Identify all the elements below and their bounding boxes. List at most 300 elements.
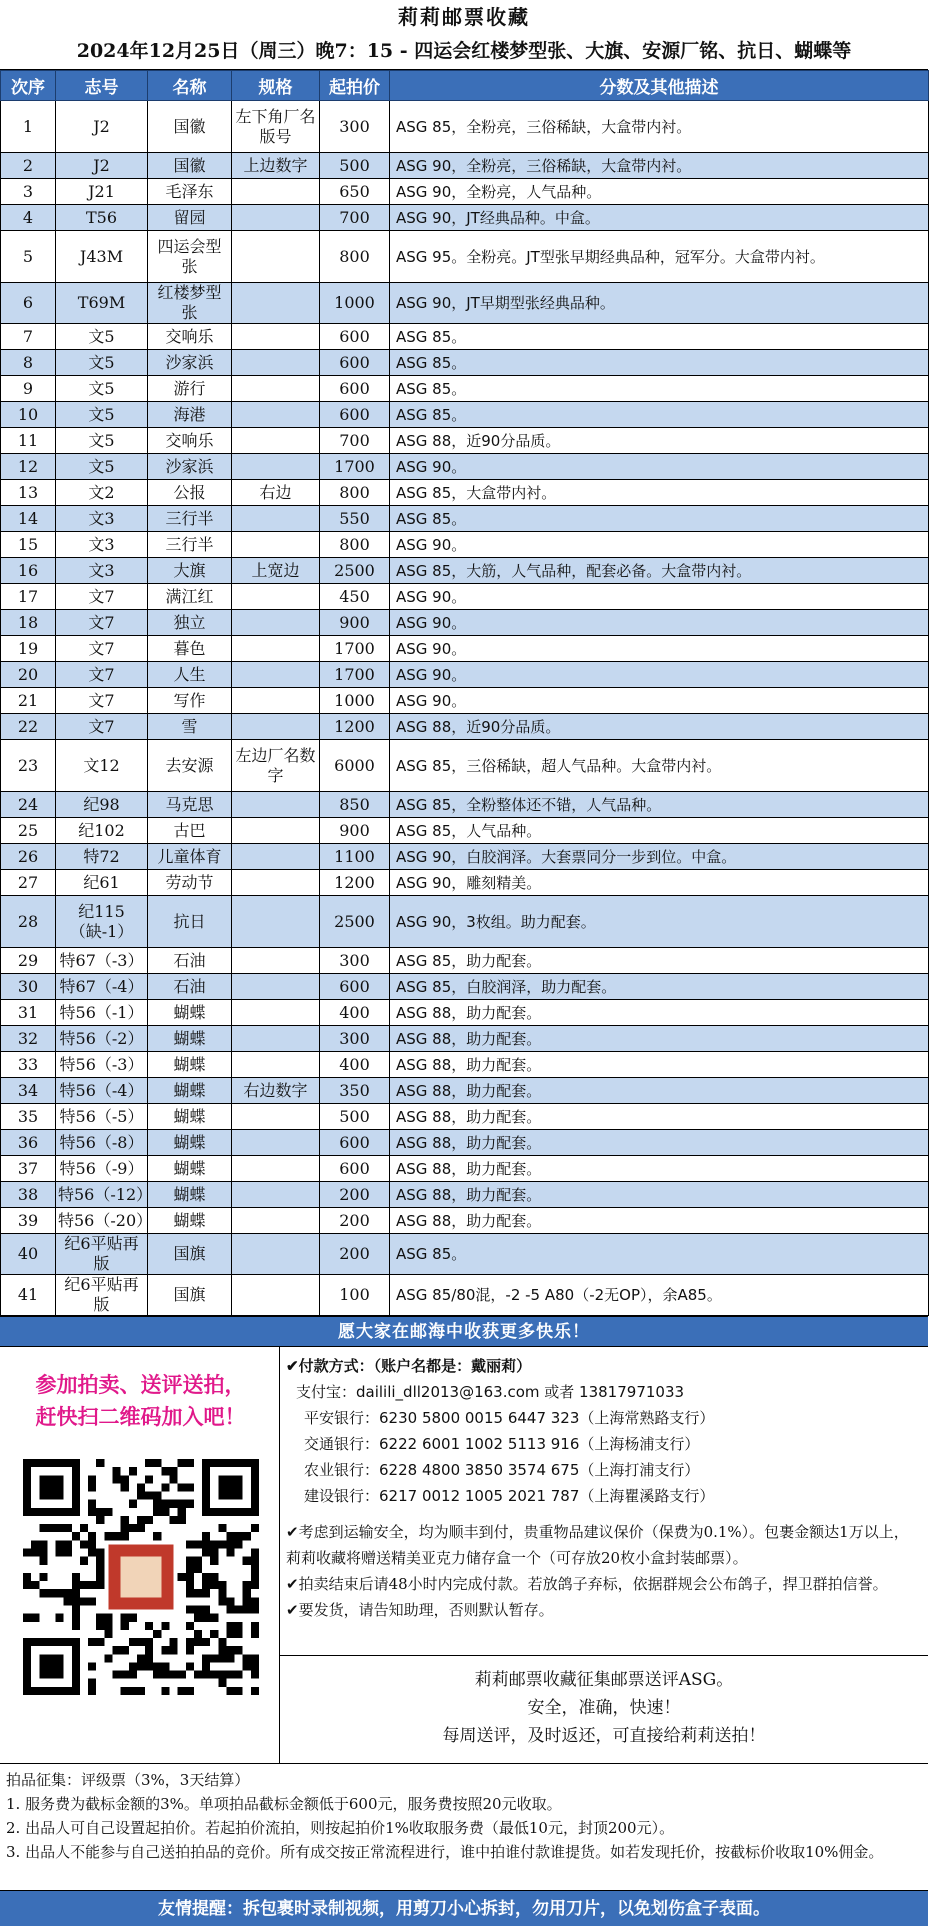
- stamp-code: 文3: [56, 506, 148, 532]
- start-price: 600: [320, 974, 390, 1000]
- stamp-name: 蝴蝶: [148, 1000, 232, 1026]
- lot-number: 4: [1, 205, 56, 231]
- stamp-spec: [232, 1182, 320, 1208]
- stamp-name: 古巴: [148, 818, 232, 844]
- header: [0, 0, 928, 70]
- stamp-code: 纪61: [56, 870, 148, 896]
- table-row: [1, 740, 929, 792]
- table-row: [1, 948, 929, 974]
- table-row: [1, 205, 929, 231]
- stamp-name: 去安源: [148, 740, 232, 792]
- promo-line-1: 参加拍卖、送评送拍，: [35, 1372, 246, 1397]
- start-price: 600: [320, 402, 390, 428]
- table-row: [1, 610, 929, 636]
- start-price: 300: [320, 101, 390, 153]
- slogan: [280, 1655, 928, 1763]
- col-header-no: 次序: [1, 71, 56, 101]
- lot-number: 12: [1, 454, 56, 480]
- stamp-code: 文7: [56, 714, 148, 740]
- stamp-name: 蝴蝶: [148, 1052, 232, 1078]
- stamp-name: 人生: [148, 662, 232, 688]
- start-price: 700: [320, 428, 390, 454]
- lot-number: 1: [1, 101, 56, 153]
- stamp-name: 国旗: [148, 1234, 232, 1275]
- stamp-name: 蝴蝶: [148, 1182, 232, 1208]
- grade-description: ASG 90。: [390, 688, 929, 714]
- stamp-code: J2: [56, 101, 148, 153]
- start-price: 300: [320, 948, 390, 974]
- stamp-code: 特56（-1）: [56, 1000, 148, 1026]
- stamp-spec: [232, 1104, 320, 1130]
- stamp-spec: [232, 376, 320, 402]
- grade-description: ASG 85，人气品种。: [390, 818, 929, 844]
- start-price: 2500: [320, 558, 390, 584]
- col-header-desc: 分数及其他描述: [390, 71, 929, 101]
- stamp-code: 纪6平贴再版: [56, 1234, 148, 1275]
- table-row: [1, 662, 929, 688]
- grade-description: ASG 85，大筋，人气品种，配套必备。大盒带内衬。: [390, 558, 929, 584]
- promo-panel: [0, 1347, 280, 1763]
- lot-number: 19: [1, 636, 56, 662]
- stamp-spec: [232, 610, 320, 636]
- stamp-name: 马克思: [148, 792, 232, 818]
- stamp-code: T56: [56, 205, 148, 231]
- table-row: [1, 1208, 929, 1234]
- lot-number: 30: [1, 974, 56, 1000]
- page-subtitle: 2024年12月25日（周三）晚7：15 - 四运会红楼梦型张、大旗、安源厂铭、抗日、蝴蝶等: [76, 40, 852, 62]
- stamp-name: 游行: [148, 376, 232, 402]
- lot-number: 22: [1, 714, 56, 740]
- stamp-code: J21: [56, 179, 148, 205]
- start-price: 550: [320, 506, 390, 532]
- start-price: 900: [320, 610, 390, 636]
- stamp-spec: [232, 870, 320, 896]
- rule-2: 2. 出品人可自己设置起拍价。若起拍价流拍，则按起拍价1%收取服务费（最低10元，封顶200元）。: [6, 1819, 675, 1837]
- stamp-code: 特56（-9）: [56, 1156, 148, 1182]
- table-row: [1, 480, 929, 506]
- table-row: [1, 844, 929, 870]
- stamp-code: 文5: [56, 454, 148, 480]
- grade-description: ASG 90，JT早期型张经典品种。: [390, 283, 929, 324]
- payment-title: ✔付款方式：（账户名都是：戴丽莉）: [286, 1357, 532, 1375]
- stamp-spec: [232, 636, 320, 662]
- lot-number: 11: [1, 428, 56, 454]
- table-row: [1, 402, 929, 428]
- grade-description: ASG 88，助力配套。: [390, 1182, 929, 1208]
- table-row: [1, 1234, 929, 1275]
- table-row: [1, 179, 929, 205]
- stamp-name: 公报: [148, 480, 232, 506]
- table-row: [1, 870, 929, 896]
- lot-number: 6: [1, 283, 56, 324]
- stamp-spec: [232, 584, 320, 610]
- stamp-code: T69M: [56, 283, 148, 324]
- stamp-spec: [232, 428, 320, 454]
- grade-description: ASG 90。: [390, 584, 929, 610]
- bank-account-pingan: 平安银行：6230 5800 0015 6447 323（上海常熟路支行）: [304, 1409, 715, 1427]
- start-price: 600: [320, 376, 390, 402]
- grade-description: ASG 90，白胶润泽。大套票同分一步到位。中盒。: [390, 844, 929, 870]
- stamp-spec: 上宽边: [232, 558, 320, 584]
- rule-1: 1. 服务费为截标金额的3%。单项拍品截标金额低于600元，服务费按照20元收取。: [6, 1795, 562, 1813]
- start-price: 300: [320, 1026, 390, 1052]
- grade-description: ASG 88，助力配套。: [390, 1208, 929, 1234]
- table-row: [1, 818, 929, 844]
- stamp-code: J43M: [56, 231, 148, 283]
- stamp-code: 文12: [56, 740, 148, 792]
- grade-description: ASG 85。: [390, 376, 929, 402]
- lot-number: 23: [1, 740, 56, 792]
- stamp-code: 特56（-8）: [56, 1130, 148, 1156]
- bank-account-ccb: 建设银行：6217 0012 1005 2021 787（上海瞿溪路支行）: [304, 1487, 715, 1505]
- table-row: [1, 428, 929, 454]
- grade-description: ASG 88，助力配套。: [390, 1026, 929, 1052]
- stamp-code: 文3: [56, 532, 148, 558]
- stamp-code: 特56（-3）: [56, 1052, 148, 1078]
- lot-number: 33: [1, 1052, 56, 1078]
- payment-info: [280, 1347, 928, 1655]
- stamp-spec: [232, 1052, 320, 1078]
- stamp-spec: [232, 179, 320, 205]
- grade-description: ASG 90，JT经典品种。中盒。: [390, 205, 929, 231]
- stamp-spec: [232, 350, 320, 376]
- stamp-code: 文5: [56, 324, 148, 350]
- table-header-row: [1, 71, 929, 101]
- grade-description: ASG 85，全粉亮，三俗稀缺，大盒带内衬。: [390, 101, 929, 153]
- table-row: [1, 1052, 929, 1078]
- table-row: [1, 584, 929, 610]
- lot-number: 7: [1, 324, 56, 350]
- payment-panel: [280, 1347, 928, 1763]
- start-price: 700: [320, 205, 390, 231]
- stamp-spec: [232, 402, 320, 428]
- stamp-spec: [232, 532, 320, 558]
- stamp-code: 文3: [56, 558, 148, 584]
- stamp-code: 文5: [56, 428, 148, 454]
- start-price: 200: [320, 1234, 390, 1275]
- stamp-code: 文5: [56, 402, 148, 428]
- stamp-name: 蝴蝶: [148, 1156, 232, 1182]
- grade-description: ASG 90。: [390, 610, 929, 636]
- stamp-name: 三行半: [148, 532, 232, 558]
- table-row: [1, 1026, 929, 1052]
- grade-description: ASG 85。: [390, 402, 929, 428]
- stamp-code: 文7: [56, 610, 148, 636]
- stamp-spec: [232, 948, 320, 974]
- stamp-code: 文7: [56, 662, 148, 688]
- start-price: 600: [320, 1130, 390, 1156]
- wish-banner: 愿大家在邮海中收获更多快乐！: [0, 1316, 928, 1346]
- lot-number: 34: [1, 1078, 56, 1104]
- start-price: 600: [320, 324, 390, 350]
- grade-description: ASG 88，助力配套。: [390, 1130, 929, 1156]
- stamp-name: 国徽: [148, 153, 232, 179]
- stamp-name: 石油: [148, 948, 232, 974]
- table-row: [1, 1130, 929, 1156]
- grade-description: ASG 90。: [390, 532, 929, 558]
- stamp-spec: [232, 506, 320, 532]
- table-row: [1, 636, 929, 662]
- grade-description: ASG 88，助力配套。: [390, 1078, 929, 1104]
- start-price: 850: [320, 792, 390, 818]
- start-price: 800: [320, 480, 390, 506]
- grade-description: ASG 85/80混，-2 -5 A80（-2无OP），余A85。: [390, 1275, 929, 1316]
- stamp-name: 四运会型张: [148, 231, 232, 283]
- table-row: [1, 1104, 929, 1130]
- stamp-spec: 左下角厂名版号: [232, 101, 320, 153]
- stamp-code: 纪6平贴再版: [56, 1275, 148, 1316]
- stamp-name: 石油: [148, 974, 232, 1000]
- stamp-spec: [232, 844, 320, 870]
- stamp-code: 文7: [56, 636, 148, 662]
- grade-description: ASG 88，助力配套。: [390, 1156, 929, 1182]
- stamp-name: 沙家浜: [148, 454, 232, 480]
- stamp-name: 写作: [148, 688, 232, 714]
- stamp-name: 蝴蝶: [148, 1104, 232, 1130]
- stamp-name: 蝴蝶: [148, 1130, 232, 1156]
- stamp-spec: [232, 688, 320, 714]
- grade-description: ASG 85，三俗稀缺，超人气品种。大盒带内衬。: [390, 740, 929, 792]
- start-price: 200: [320, 1208, 390, 1234]
- table-row: [1, 324, 929, 350]
- grade-description: ASG 90。: [390, 454, 929, 480]
- grade-description: ASG 85，大盒带内衬。: [390, 480, 929, 506]
- stamp-spec: 右边: [232, 480, 320, 506]
- lot-number: 8: [1, 350, 56, 376]
- stamp-name: 暮色: [148, 636, 232, 662]
- start-price: 2500: [320, 896, 390, 948]
- stamp-spec: [232, 1234, 320, 1275]
- stamp-spec: [232, 1208, 320, 1234]
- start-price: 1200: [320, 714, 390, 740]
- start-price: 100: [320, 1275, 390, 1316]
- page-title: 莉莉邮票收藏: [398, 5, 530, 29]
- stamp-code: J2: [56, 153, 148, 179]
- stamp-spec: [232, 896, 320, 948]
- grade-description: ASG 90，雕刻精美。: [390, 870, 929, 896]
- start-price: 1200: [320, 870, 390, 896]
- stamp-name: 蝴蝶: [148, 1078, 232, 1104]
- table-row: [1, 688, 929, 714]
- stamp-name: 满江红: [148, 584, 232, 610]
- stamp-name: 劳动节: [148, 870, 232, 896]
- lot-number: 13: [1, 480, 56, 506]
- qr-code[interactable]: [23, 1459, 259, 1695]
- stamp-spec: 左边厂名数字: [232, 740, 320, 792]
- lot-table: [0, 70, 929, 1316]
- start-price: 900: [320, 818, 390, 844]
- grade-description: ASG 95。全粉亮。JT型张早期经典品种，冠军分。大盒带内衬。: [390, 231, 929, 283]
- stamp-spec: [232, 454, 320, 480]
- stamp-spec: [232, 792, 320, 818]
- start-price: 1100: [320, 844, 390, 870]
- stamp-name: 独立: [148, 610, 232, 636]
- slogan-line-3: 每周送评，及时返还，可直接给莉莉送拍！: [442, 1726, 766, 1746]
- table-row: [1, 350, 929, 376]
- start-price: 450: [320, 584, 390, 610]
- stamp-code: 文2: [56, 480, 148, 506]
- start-price: 800: [320, 231, 390, 283]
- stamp-code: 纪115（缺-1）: [56, 896, 148, 948]
- bank-account-bocom: 交通银行：6222 6001 1002 5113 916（上海杨浦支行）: [304, 1435, 700, 1453]
- rule-3: 3. 出品人不能参与自己送拍拍品的竞价。所有成交按正常流程进行，谁中拍谁付款谁提货。如若发现托价，按截标价收取10%佣金。: [6, 1843, 884, 1861]
- lot-number: 26: [1, 844, 56, 870]
- grade-description: ASG 90。: [390, 636, 929, 662]
- grade-description: ASG 88，助力配套。: [390, 1104, 929, 1130]
- consignment-rules: [0, 1764, 928, 1890]
- stamp-code: 特56（-2）: [56, 1026, 148, 1052]
- col-header-price: 起拍价: [320, 71, 390, 101]
- note-delivery: ✔要发货，请告知助理，否则默认暂存。: [286, 1601, 554, 1619]
- lot-number: 20: [1, 662, 56, 688]
- stamp-spec: [232, 818, 320, 844]
- alipay-account: 支付宝：dailili_dll2013@163.com 或者 13817971033: [296, 1383, 685, 1401]
- lot-number: 40: [1, 1234, 56, 1275]
- stamp-code: 特56（-20）: [56, 1208, 148, 1234]
- stamp-code: 纪98: [56, 792, 148, 818]
- slogan-line-2: 安全，准确，快速！: [527, 1698, 681, 1718]
- lot-number: 35: [1, 1104, 56, 1130]
- lot-table-body: [1, 101, 929, 1316]
- table-row: [1, 532, 929, 558]
- table-row: [1, 1156, 929, 1182]
- start-price: 1700: [320, 636, 390, 662]
- slogan-line-1: 莉莉邮票收藏征集邮票送评ASG。: [474, 1670, 734, 1690]
- stamp-name: 蝴蝶: [148, 1026, 232, 1052]
- stamp-spec: [232, 1130, 320, 1156]
- lot-number: 14: [1, 506, 56, 532]
- grade-description: ASG 90，全粉亮，三俗稀缺，大盒带内衬。: [390, 153, 929, 179]
- stamp-spec: [232, 714, 320, 740]
- stamp-spec: [232, 1275, 320, 1316]
- start-price: 1000: [320, 283, 390, 324]
- stamp-code: 特67（-3）: [56, 948, 148, 974]
- note-payment-deadline: ✔拍卖结束后请48小时内完成付款。若放鸽子弃标，依据群规会公布鸽子，捍卫群拍信誉。: [286, 1575, 888, 1593]
- lot-number: 28: [1, 896, 56, 948]
- stamp-name: 沙家浜: [148, 350, 232, 376]
- lot-number: 2: [1, 153, 56, 179]
- lot-number: 16: [1, 558, 56, 584]
- grade-description: ASG 85，全粉整体还不错，人气品种。: [390, 792, 929, 818]
- lot-number: 9: [1, 376, 56, 402]
- stamp-spec: [232, 324, 320, 350]
- col-header-name: 名称: [148, 71, 232, 101]
- note-shipping: ✔考虑到运输安全，均为顺丰到付，贵重物品建议保价（保费为0.1%）。包裹金额达1万以上，莉莉收藏将赠送精美亚克力储存盒一个（可存放20枚小盒封装邮票）。: [286, 1523, 909, 1567]
- lot-number: 21: [1, 688, 56, 714]
- grade-description: ASG 85。: [390, 506, 929, 532]
- grade-description: ASG 88，近90分品质。: [390, 428, 929, 454]
- table-row: [1, 558, 929, 584]
- footer-reminder: 友情提醒：拆包裹时录制视频，用剪刀小心拆封，勿用刀片，以免划伤盒子表面。: [0, 1890, 928, 1926]
- table-row: [1, 376, 929, 402]
- stamp-name: 交响乐: [148, 428, 232, 454]
- stamp-name: 毛泽东: [148, 179, 232, 205]
- grade-description: ASG 88，近90分品质。: [390, 714, 929, 740]
- start-price: 400: [320, 1000, 390, 1026]
- lot-number: 32: [1, 1026, 56, 1052]
- col-header-code: 志号: [56, 71, 148, 101]
- lot-number: 15: [1, 532, 56, 558]
- lot-number: 29: [1, 948, 56, 974]
- start-price: 1000: [320, 688, 390, 714]
- table-row: [1, 506, 929, 532]
- start-price: 1700: [320, 454, 390, 480]
- start-price: 800: [320, 532, 390, 558]
- stamp-name: 海港: [148, 402, 232, 428]
- lot-number: 37: [1, 1156, 56, 1182]
- start-price: 650: [320, 179, 390, 205]
- stamp-code: 特56（-5）: [56, 1104, 148, 1130]
- table-row: [1, 974, 929, 1000]
- start-price: 500: [320, 153, 390, 179]
- table-row: [1, 1078, 929, 1104]
- lot-number: 25: [1, 818, 56, 844]
- stamp-spec: [232, 283, 320, 324]
- start-price: 600: [320, 1156, 390, 1182]
- grade-description: ASG 90，全粉亮，人气品种。: [390, 179, 929, 205]
- lot-number: 38: [1, 1182, 56, 1208]
- stamp-name: 雪: [148, 714, 232, 740]
- grade-description: ASG 85。: [390, 324, 929, 350]
- stamp-code: 特67（-4）: [56, 974, 148, 1000]
- stamp-spec: [232, 1026, 320, 1052]
- lot-number: 41: [1, 1275, 56, 1316]
- lot-number: 17: [1, 584, 56, 610]
- grade-description: ASG 85，白胶润泽，助力配套。: [390, 974, 929, 1000]
- lot-number: 27: [1, 870, 56, 896]
- grade-description: ASG 88，助力配套。: [390, 1000, 929, 1026]
- start-price: 600: [320, 350, 390, 376]
- stamp-spec: [232, 974, 320, 1000]
- stamp-name: 蝴蝶: [148, 1208, 232, 1234]
- stamp-spec: [232, 1156, 320, 1182]
- table-row: [1, 1000, 929, 1026]
- table-row: [1, 792, 929, 818]
- rules-title: 拍品征集：评级票（3%，3天结算）: [6, 1771, 250, 1789]
- grade-description: ASG 88，助力配套。: [390, 1052, 929, 1078]
- stamp-spec: [232, 662, 320, 688]
- start-price: 500: [320, 1104, 390, 1130]
- info-section: [0, 1346, 928, 1764]
- grade-description: ASG 85。: [390, 1234, 929, 1275]
- start-price: 400: [320, 1052, 390, 1078]
- stamp-code: 文7: [56, 584, 148, 610]
- table-row: [1, 714, 929, 740]
- stamp-code: 文7: [56, 688, 148, 714]
- stamp-code: 特56（-4）: [56, 1078, 148, 1104]
- stamp-name: 抗日: [148, 896, 232, 948]
- table-row: [1, 454, 929, 480]
- lot-number: 18: [1, 610, 56, 636]
- table-row: [1, 153, 929, 179]
- stamp-name: 国旗: [148, 1275, 232, 1316]
- stamp-name: 国徽: [148, 101, 232, 153]
- stamp-spec: [232, 205, 320, 231]
- lot-number: 5: [1, 231, 56, 283]
- start-price: 200: [320, 1182, 390, 1208]
- lot-number: 24: [1, 792, 56, 818]
- stamp-name: 大旗: [148, 558, 232, 584]
- grade-description: ASG 90。: [390, 662, 929, 688]
- table-row: [1, 101, 929, 153]
- table-row: [1, 231, 929, 283]
- stamp-spec: [232, 1000, 320, 1026]
- stamp-code: 文5: [56, 376, 148, 402]
- table-row: [1, 1182, 929, 1208]
- qr-code-icon: [23, 1459, 259, 1695]
- stamp-code: 纪102: [56, 818, 148, 844]
- stamp-code: 文5: [56, 350, 148, 376]
